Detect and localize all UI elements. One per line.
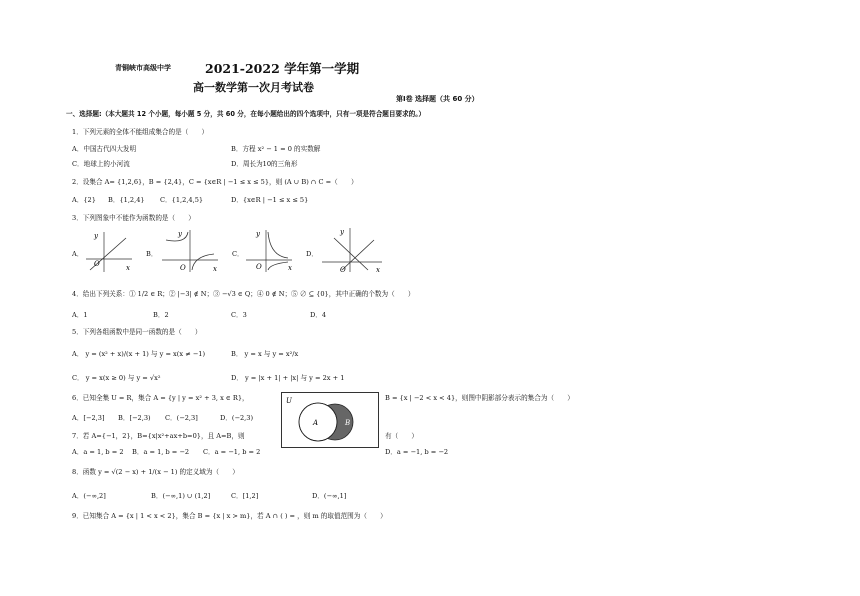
q6-option-d: D．(−2,3) bbox=[220, 414, 254, 422]
q6-option-b: B．[−2,3) bbox=[118, 414, 151, 422]
q5-option-a: A． y = (x² + x)/(x + 1) 与 y = x(x ≠ −1) bbox=[72, 350, 206, 358]
q5-option-d: D． y = |x + 1| + |x| 与 y = 2x + 1 bbox=[231, 374, 345, 382]
section-heading: 第Ⅰ卷 选择题（共 60 分） bbox=[396, 95, 479, 103]
q2-option-d: D．{x∈R | −1 ≤ x ≤ 5} bbox=[231, 196, 309, 204]
q6-stem-continued: B = {x | −2 < x < 4}，则图中阴影部分表示的集合为（ ） bbox=[385, 394, 574, 402]
q7-option-a: A．a = 1, b = 2 bbox=[72, 448, 124, 456]
q8-option-a: A．(−∞,2] bbox=[72, 492, 106, 500]
q4-stem: 4．给出下列关系：① 1/2 ∈ R；② |−3| ∉ N；③ −√3 ∈ Q；④ 0 ∉ N；⑤ ∅ ⊆ {0}，其中正确的个数为（ ） bbox=[72, 290, 415, 298]
venn-u-label: U bbox=[286, 397, 292, 405]
q3-b-origin: O bbox=[180, 264, 186, 272]
q7-stem: 7．若 A={−1，2}，B={x|x²+ax+b=0}，且 A=B，则 bbox=[72, 432, 245, 440]
q5-option-b: B． y = x 与 y = x²/x bbox=[231, 350, 299, 358]
q7-stem-continued: 有（ ） bbox=[385, 432, 418, 440]
q3-d-y-label: y bbox=[340, 228, 344, 236]
q3-d-origin: O bbox=[340, 266, 346, 274]
q3-d-x-label: x bbox=[376, 266, 380, 274]
q3-a-y-label: y bbox=[94, 232, 98, 240]
q2-option-a: A．{2} bbox=[72, 196, 96, 204]
q4-option-b: B．2 bbox=[153, 311, 169, 319]
q2-stem: 2．设集合 A= {1,2,6}，B = {2,4}，C = {x∈R | −1 ≤ x ≤ 5}，则 (A ∪ B) ∩ C =（ ） bbox=[72, 178, 358, 186]
q7-option-c: C．a = −1, b = 2 bbox=[203, 448, 261, 456]
q8-option-c: C．[1,2] bbox=[231, 492, 259, 500]
q3-graph-d bbox=[320, 222, 386, 274]
exam-title-line1: 2021-2022 学年第一学期 bbox=[205, 61, 360, 76]
q3-option-d: D． bbox=[306, 250, 318, 258]
q3-option-a: A． bbox=[72, 250, 84, 258]
school-name: 青铜峡市高级中学 bbox=[115, 64, 171, 72]
q1-option-b: B．方程 x² − 1 = 0 的实数解 bbox=[231, 145, 321, 153]
q4-option-d: D．4 bbox=[310, 311, 327, 319]
q3-a-origin: O bbox=[94, 260, 100, 268]
q6-option-a: A．[−2,3] bbox=[72, 414, 105, 422]
q6-stem: 6．已知全集 U = R，集合 A = {y | y = x² + 3, x ∈ R}， bbox=[72, 394, 249, 402]
q3-stem: 3．下列图象中不能作为函数的是（ ） bbox=[72, 214, 195, 222]
instructions: 一、选择题:（本大题共 12 个小题，每小题 5 分，共 60 分，在每小题给出的四个选项中，只有一项是符合题目要求的。） bbox=[66, 110, 426, 118]
venn-b-label: B bbox=[345, 419, 351, 427]
q5-stem: 5．下列各组函数中是同一函数的是（ ） bbox=[72, 328, 202, 336]
q3-graph-c bbox=[244, 226, 296, 274]
q9-stem: 9．已知集合 A = {x | 1 < x < 2}，集合 B = {x | x > m}，若 A ∩ ( ) = ，则 m 的取值范围为（ ） bbox=[72, 512, 387, 520]
q1-option-a: A．中国古代四大发明 bbox=[72, 145, 137, 153]
q7-option-d: D．a = −1, b = −2 bbox=[385, 448, 449, 456]
venn-a-label: A bbox=[313, 419, 319, 427]
q8-option-b: B．(−∞,1) ∪ (1,2] bbox=[151, 492, 211, 500]
q2-option-c: C．{1,2,4,5} bbox=[160, 196, 204, 204]
q6-option-c: C．(−2,3] bbox=[165, 414, 198, 422]
q3-option-c: C． bbox=[232, 250, 244, 258]
q8-option-d: D．(−∞,1] bbox=[312, 492, 347, 500]
q5-option-c: C． y = x(x ≥ 0) 与 y = √x² bbox=[72, 374, 161, 382]
q3-b-y-label: y bbox=[178, 230, 182, 238]
q1-option-c: C．地球上的小河流 bbox=[72, 160, 130, 168]
venn-diagram bbox=[281, 392, 379, 448]
q3-graph-b bbox=[160, 226, 222, 274]
q2-option-b: B．{1,2,4} bbox=[108, 196, 145, 204]
q3-c-x-label: x bbox=[288, 264, 292, 272]
q7-option-b: B．a = 1, b = −2 bbox=[132, 448, 190, 456]
q3-graph-a bbox=[84, 226, 136, 274]
q3-c-y-label: y bbox=[256, 230, 260, 238]
q3-b-x-label: x bbox=[213, 265, 217, 273]
q3-c-origin: O bbox=[256, 263, 262, 271]
q1-stem: 1．下列元素的全体不能组成集合的是（ ） bbox=[72, 128, 209, 136]
q3-a-x-label: x bbox=[126, 264, 130, 272]
q8-stem: 8．函数 y = √(2 − x) + 1/(x − 1) 的定义域为（ ） bbox=[72, 468, 239, 476]
exam-title-line2: 高一数学第一次月考试卷 bbox=[193, 81, 314, 94]
q1-option-d: D．周长为10的三角形 bbox=[231, 160, 298, 168]
q3-option-b: B． bbox=[146, 250, 158, 258]
q4-option-c: C．3 bbox=[231, 311, 247, 319]
q4-option-a: A．1 bbox=[72, 311, 88, 319]
